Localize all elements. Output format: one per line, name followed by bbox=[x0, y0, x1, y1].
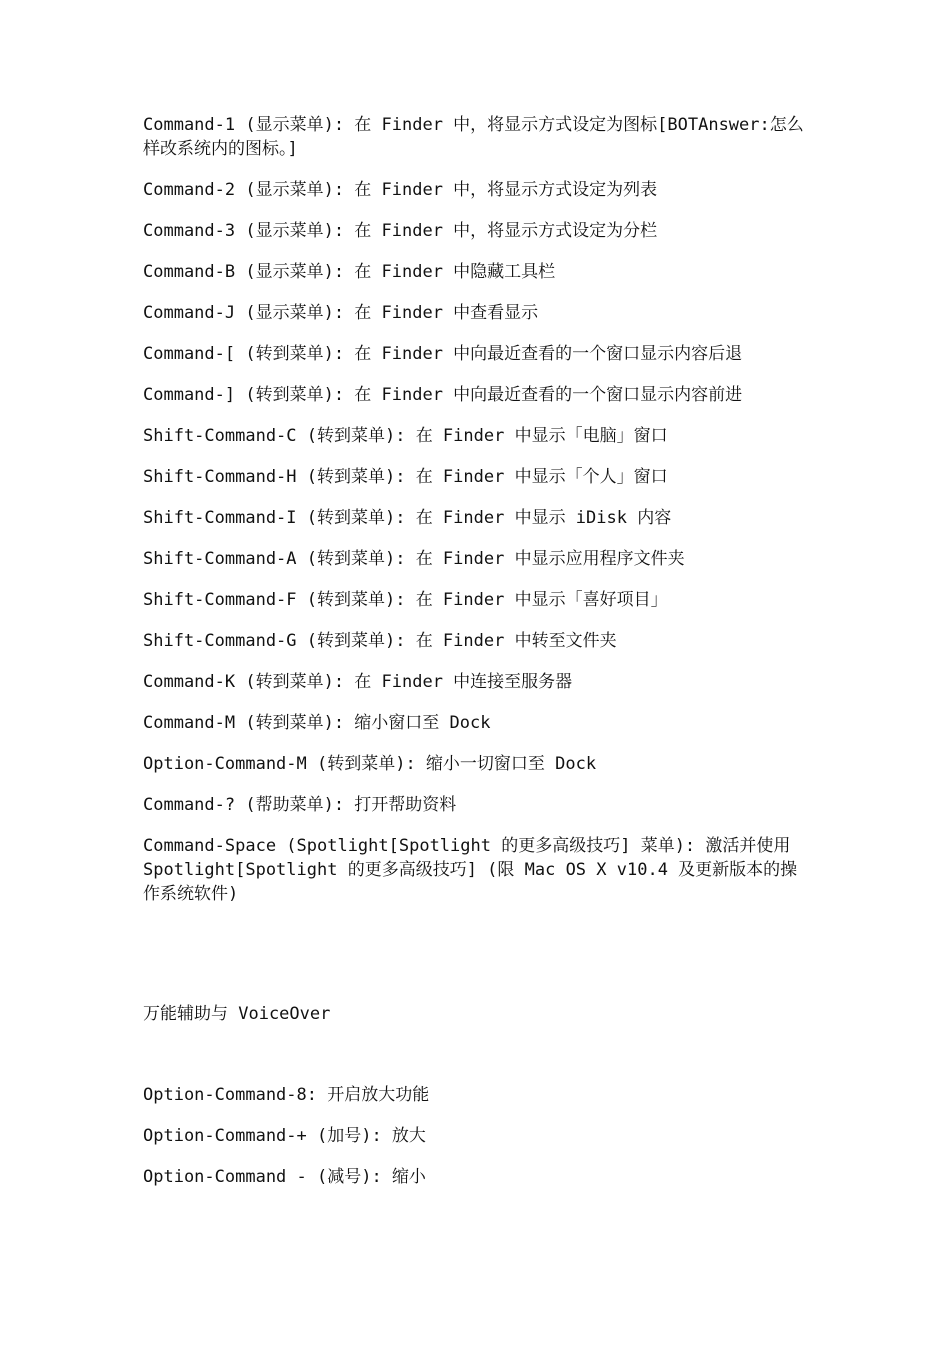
shortcut-entry: Command-2 (显示菜单): 在 Finder 中，将显示方式设定为列表 bbox=[143, 180, 658, 200]
shortcut-entry: Shift-Command-H (转到菜单): 在 Finder 中显示「个人」窗口 bbox=[143, 467, 668, 487]
shortcut-entry: Option-Command-8: 开启放大功能 bbox=[143, 1085, 430, 1105]
shortcut-entry: Shift-Command-I (转到菜单): 在 Finder 中显示 iDisk 内容 bbox=[143, 508, 672, 528]
shortcut-entry: Option-Command-M (转到菜单): 缩小一切窗口至 Dock bbox=[143, 754, 597, 774]
shortcut-entry: Command-3 (显示菜单): 在 Finder 中，将显示方式设定为分栏 bbox=[143, 221, 658, 241]
shortcut-entry: Command-[ (转到菜单): 在 Finder 中向最近查看的一个窗口显示内容后退 bbox=[143, 344, 743, 364]
shortcut-entry: Option-Command-+ (加号): 放大 bbox=[143, 1126, 426, 1146]
shortcut-entry: Command-? (帮助菜单): 打开帮助资料 bbox=[143, 795, 457, 815]
shortcut-entry: Command-J (显示菜单): 在 Finder 中查看显示 bbox=[143, 303, 539, 323]
shortcut-entry: Command-Space (Spotlight[Spotlight 的更多高级技巧] 菜单): 激活并使用 Spotlight[Spotlight 的更多高级技巧] (限 Mac OS X v10.4 及更新版本的操作系统软件) bbox=[143, 836, 798, 904]
shortcut-entry: Command-B (显示菜单): 在 Finder 中隐藏工具栏 bbox=[143, 262, 556, 282]
shortcut-entry: Shift-Command-G (转到菜单): 在 Finder 中转至文件夹 bbox=[143, 631, 617, 651]
shortcut-entry: Command-M (转到菜单): 缩小窗口至 Dock bbox=[143, 713, 491, 733]
shortcut-entry: Shift-Command-C (转到菜单): 在 Finder 中显示「电脑」窗口 bbox=[143, 426, 668, 446]
shortcut-entry: Option-Command - (减号): 缩小 bbox=[143, 1167, 426, 1187]
shortcut-entry: Command-1 (显示菜单): 在 Finder 中，将显示方式设定为图标[BOTAnswer:怎么样改系统内的图标。] bbox=[143, 115, 804, 159]
section-heading: 万能辅助与 VoiceOver bbox=[143, 1004, 331, 1024]
shortcut-entry: Command-K (转到菜单): 在 Finder 中连接至服务器 bbox=[143, 672, 573, 692]
document-page bbox=[143, 113, 808, 1206]
shortcut-entry: Command-] (转到菜单): 在 Finder 中向最近查看的一个窗口显示内容前进 bbox=[143, 385, 743, 405]
shortcut-entry: Shift-Command-A (转到菜单): 在 Finder 中显示应用程序文件夹 bbox=[143, 549, 685, 569]
shortcut-entry: Shift-Command-F (转到菜单): 在 Finder 中显示「喜好项目」 bbox=[143, 590, 668, 610]
